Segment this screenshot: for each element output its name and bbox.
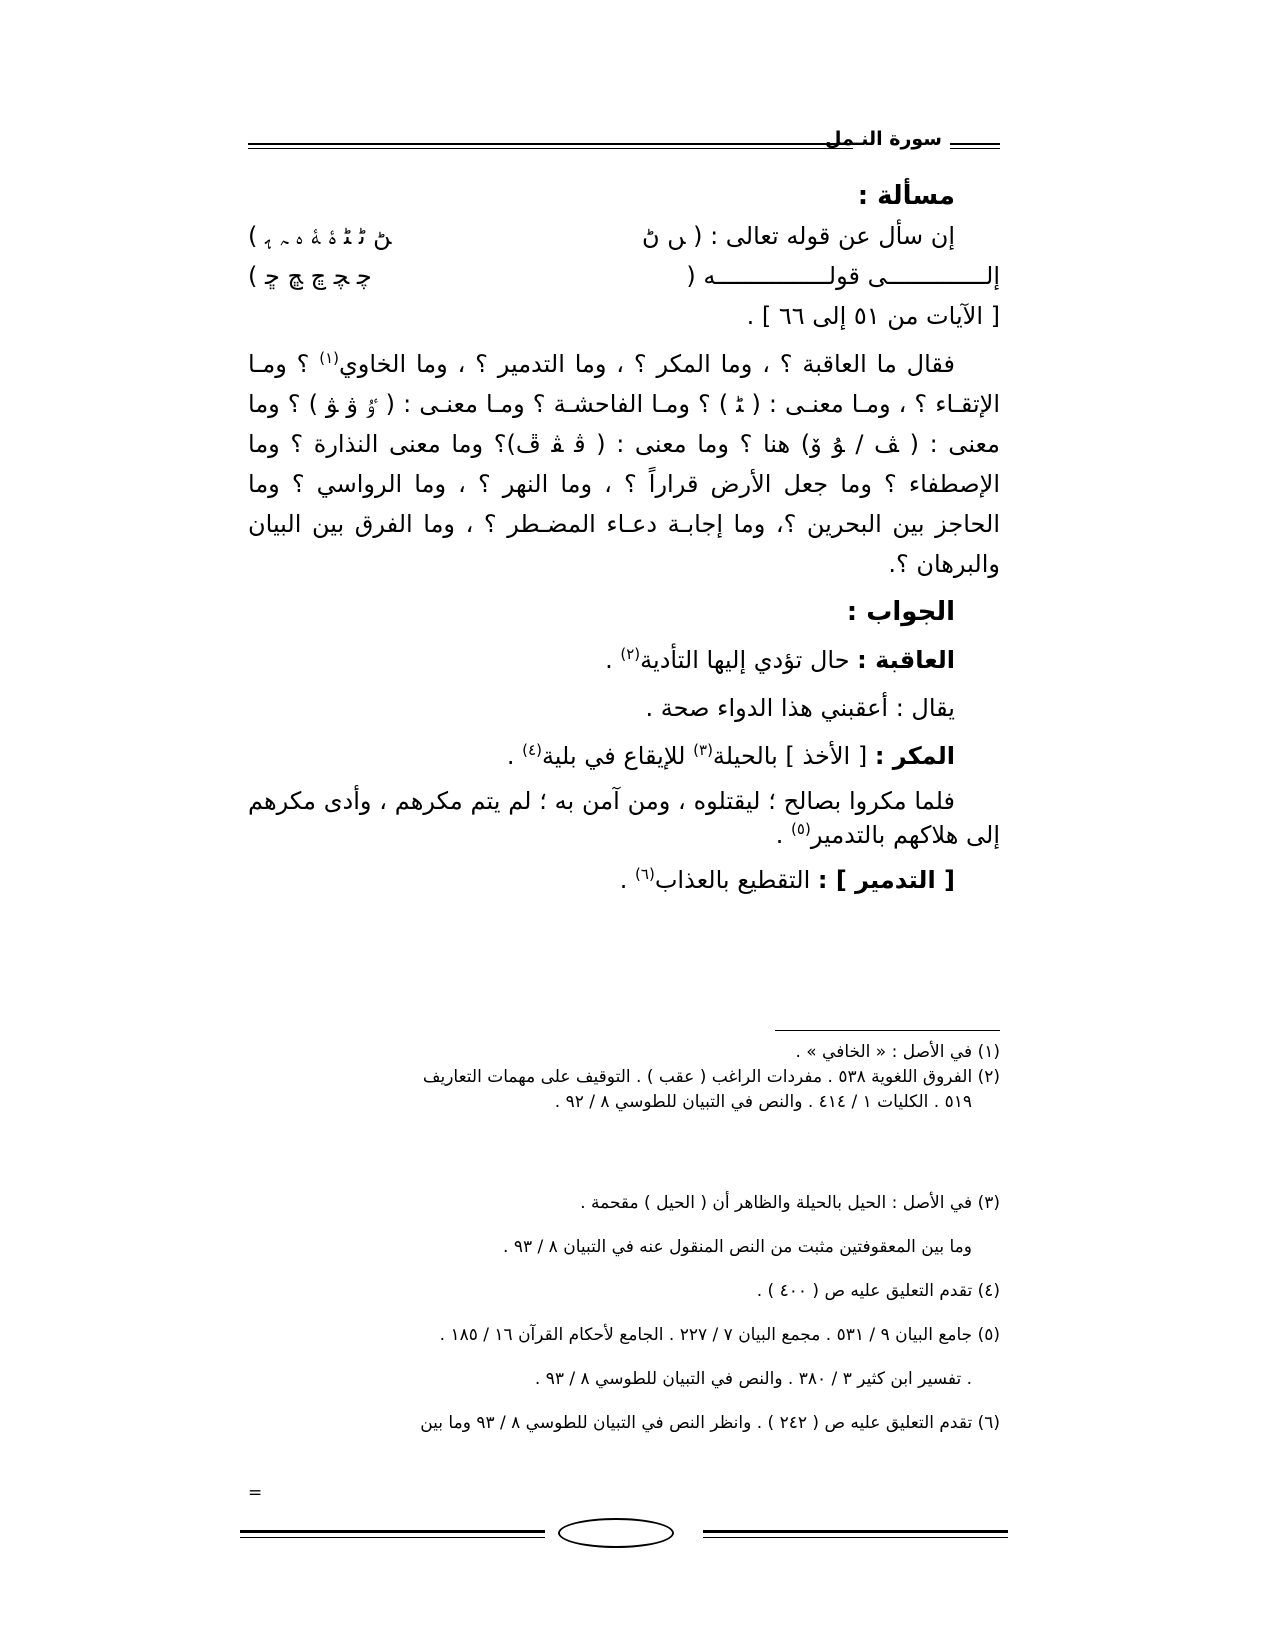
footnote-5: (٥) جامع البيان ٩ / ٥٣١ . مجمع البيان ٧ / ٢٢٧ . الجامع لأحكام القرآن ١٦ / ١٨٥ . <box>439 1325 1000 1345</box>
footnote-ref-1: (١) <box>319 349 339 367</box>
footnote-5-continued: . تفسير ابن كثير ٣ / ٣٨٠ . والنص في التبيان للطوسي ٨ / ٩٣ . <box>534 1369 972 1389</box>
quran-glyphs-2: ﭼ ﭽ ﭾ ﭿ ﮀ ) <box>248 262 372 290</box>
question-paragraph <box>248 344 1000 584</box>
running-header <box>248 128 1000 154</box>
period: . <box>506 742 515 770</box>
answer-heading: الجواب : <box>846 597 955 627</box>
footnote-2: (٢) الفروق اللغوية ٥٣٨ . مفردات الراغب ( عقب ) . التوقيف على مهمات التعاريف <box>422 1067 1000 1087</box>
footnote-separator <box>775 1030 1000 1031</box>
def-makr-b: للإيقاع في بلية <box>541 742 686 770</box>
bottom-rule-left <box>240 1530 545 1538</box>
bottom-ornament <box>240 1518 1008 1548</box>
answer-item-aqiba <box>248 640 955 680</box>
footnote-ref-5: (٥) <box>791 820 811 838</box>
period: . <box>605 646 613 674</box>
verse-range: [ الآيات من ٥١ إلى ٦٦ ] . <box>746 302 1000 330</box>
question-heading: مسألة : <box>857 181 955 211</box>
main-text <box>248 176 1000 900</box>
footnote-1: (١) في الأصل : « الخافي » . <box>795 1042 1000 1062</box>
def-makr-a: [ الأخذ ] بالحيلة <box>712 742 868 770</box>
question-until: إلــــــــــــــى قولــــــــــــــــه ( <box>686 262 1000 290</box>
answer-item-makr <box>248 736 955 776</box>
header-rule-short <box>950 143 1000 149</box>
def-aqiba: حال تؤدي إليها التأدية <box>640 646 850 674</box>
footnote-ref-2: (٢) <box>620 645 641 663</box>
period: . <box>619 866 628 894</box>
footnote-3: (٣) في الأصل : الحيل بالحيلة والظاهر أن ( الحيل ) مقحمة . <box>580 1193 1000 1213</box>
term-tadmir: [ التدمير ] : <box>817 866 955 894</box>
period: . <box>775 821 784 849</box>
makr-explanation: فلما مكروا بصالح ؛ ليقتلوه ، ومن آمن به ؛ لم يتم مكرهم ، وأدى مكرهم إلى هلاكهم بالتدمير <box>248 787 1000 849</box>
def-tadmir: التقطيع بالعذاب <box>654 866 811 894</box>
footnote-4: (٤) تقدم التعليق عليه ص ( ٤٠٠ ) . <box>756 1281 1000 1301</box>
question-intro: إن سأل عن قوله تعالى : ( ﮟ ﮠ <box>641 222 955 250</box>
question-line-1 <box>248 216 955 256</box>
bottom-rule-right <box>703 1530 1008 1538</box>
page-number-oval <box>558 1518 674 1548</box>
question-line-2 <box>248 256 1000 296</box>
header-rule-long <box>248 143 853 149</box>
question-text-b: ؟ ومـا الإتقـاء ؟ ، ومـا معنـى : ( ﮣ ) ؟ ومـا الفاحشـة ؟ ومـا معنـى : ( ﯝ ﯞ ﯟ ) ؟ وما معنى : ( ﭫ / ﯘ ﯙ) هنا ؟ وما معنى : ( ﭬ ﭭ ﭮ)؟ وما معنى النذارة ؟ وما الإصطفاء ؟ وما جعل الأرض قراراً ؟ ، وما النهر ؟ ، وما الرواسي ؟ وما الحاجز بين البحرين ؟، وما إجابـة دعـاء المضـطر ؟ ، وما الفرق بين البيان والبرهان ؟. <box>248 350 1000 578</box>
answer-makr-paragraph <box>248 784 1000 852</box>
question-text-a: فقال ما العاقبة ؟ ، وما المكر ؟ ، وما التدمير ؟ ، وما الخاوي <box>338 350 956 378</box>
footnote-ref-6: (٦) <box>635 865 655 883</box>
footnote-ref-3: (٣) <box>693 741 713 759</box>
term-aqiba: العاقبة : <box>857 646 955 674</box>
footnotes <box>248 1040 1000 1445</box>
footnote-ref-4: (٤) <box>522 741 542 759</box>
footnote-3-continued: وما بين المعقوفتين مثبت من النص المنقول عنه في التبيان ٨ / ٩٣ . <box>503 1237 972 1257</box>
answer-example: يقال : أعقبني هذا الدواء صحة . <box>645 694 955 722</box>
term-makr: المكر : <box>874 742 955 770</box>
footnote-2-continued: ٥١٩ . الكليات ١ / ٤١٤ . والنص في التبيان للطوسي ٨ / ٩٢ . <box>554 1092 972 1112</box>
page <box>248 120 1000 1540</box>
answer-item-tadmir <box>248 860 955 900</box>
surah-title: سورة النـمل <box>825 128 942 150</box>
footnote-6: (٦) تقدم التعليق عليه ص ( ٢٤٢ ) . وانظر النص في التبيان للطوسي ٨ / ٩٣ وما بين <box>420 1413 1000 1433</box>
footnote-continuation-mark: = <box>248 1483 263 1503</box>
quran-glyphs-1: ﮡ ﮢ ﮣ ﮤ ﮥ ﮦ ﮧ ﮨ ) <box>248 222 392 250</box>
